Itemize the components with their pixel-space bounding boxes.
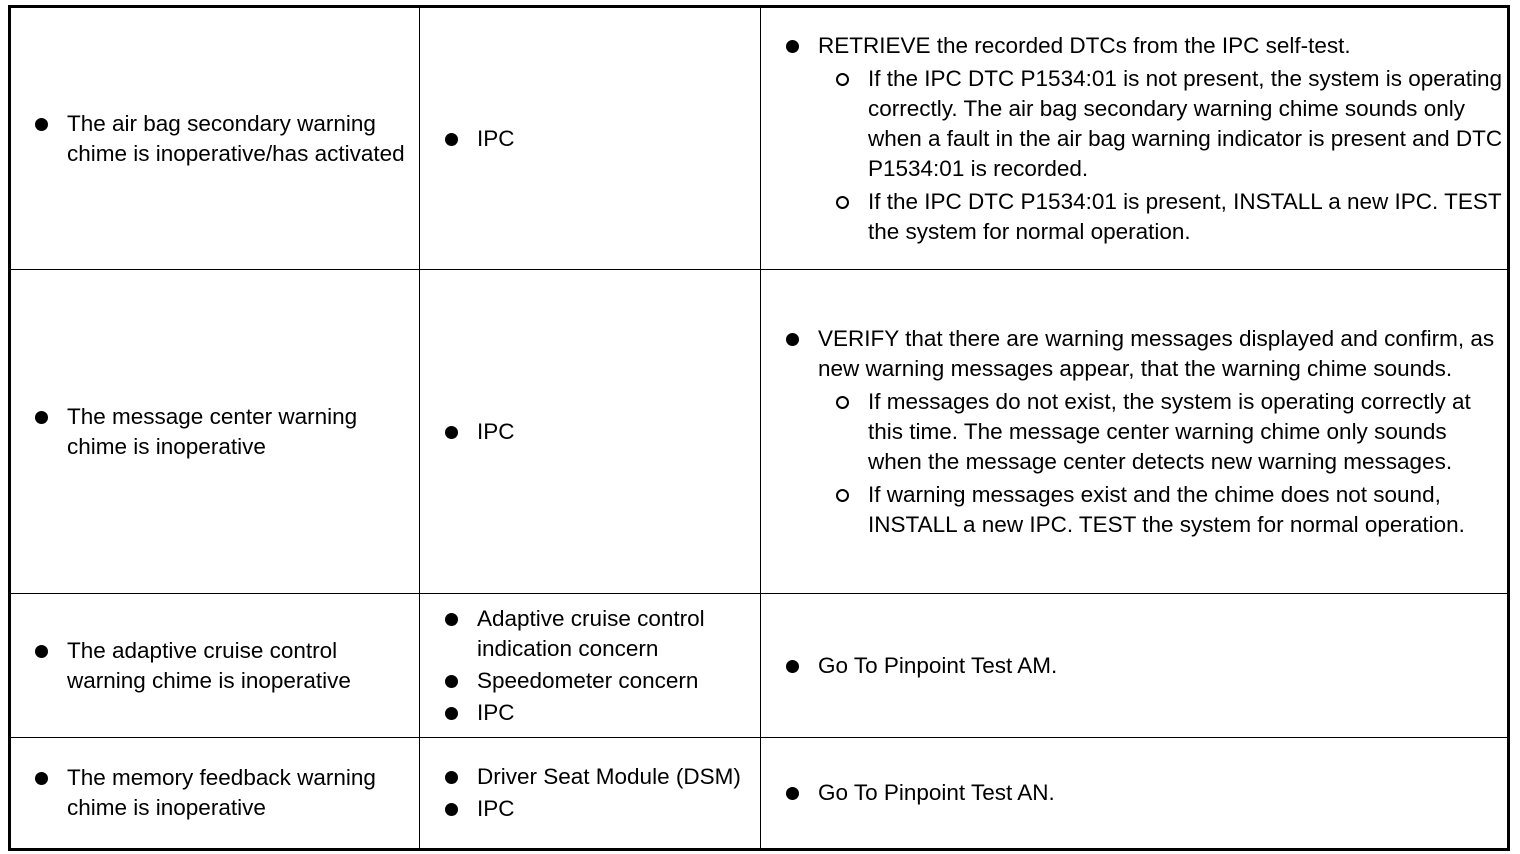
action-item: [818, 324, 1503, 540]
condition-cell: [10, 7, 420, 270]
action-text: VERIFY that there are warning messages displayed and confirm, as new warning messages appear, that the warning chime sounds.: [818, 325, 1495, 381]
action-item: Go To Pinpoint Test AN.: [818, 778, 1503, 808]
source-item: IPC: [477, 124, 756, 154]
condition-text: The adaptive cruise control warning chime is inoperative: [67, 636, 413, 696]
source-cell: [420, 594, 761, 738]
source-item: IPC: [477, 698, 756, 728]
condition-text: The memory feedback warning chime is inoperative: [67, 763, 413, 823]
source-item: IPC: [477, 794, 756, 824]
source-cell: [420, 7, 761, 270]
table-row: [10, 7, 1509, 270]
action-text: RETRIEVE the recorded DTCs from the IPC self-test.: [818, 32, 1351, 58]
sub-action-item: If warning messages exist and the chime does not sound, INSTALL a new IPC. TEST the system for normal operation.: [868, 480, 1503, 540]
action-cell: [761, 270, 1509, 594]
symptom-chart-table: [8, 5, 1510, 851]
source-item: Adaptive cruise control indication concern: [477, 604, 756, 664]
source-item: Speedometer concern: [477, 666, 756, 696]
action-item: Go To Pinpoint Test AM.: [818, 651, 1503, 681]
condition-text: The air bag secondary warning chime is inoperative/has activated: [67, 109, 413, 169]
action-item: [818, 31, 1503, 247]
condition-cell: [10, 270, 420, 594]
table-row: [10, 738, 1509, 850]
action-cell: [761, 594, 1509, 738]
sub-action-item: If the IPC DTC P1534:01 is present, INSTALL a new IPC. TEST the system for normal operation.: [868, 187, 1503, 247]
condition-text: The message center warning chime is inoperative: [67, 402, 413, 462]
source-item: IPC: [477, 417, 756, 447]
source-item: Driver Seat Module (DSM): [477, 762, 756, 792]
source-cell: [420, 738, 761, 850]
condition-cell: [10, 738, 420, 850]
table-row: [10, 594, 1509, 738]
source-cell: [420, 270, 761, 594]
action-cell: [761, 7, 1509, 270]
table-row: [10, 270, 1509, 594]
sub-action-item: If the IPC DTC P1534:01 is not present, the system is operating correctly. The air bag secondary warning chime sounds only when a fault in the air bag warning indicator is present and DTC P1534:01 is recorded.: [868, 64, 1503, 184]
action-cell: [761, 738, 1509, 850]
condition-cell: [10, 594, 420, 738]
sub-action-item: If messages do not exist, the system is operating correctly at this time. The message center warning chime only sounds when the message center detects new warning messages.: [868, 387, 1503, 477]
